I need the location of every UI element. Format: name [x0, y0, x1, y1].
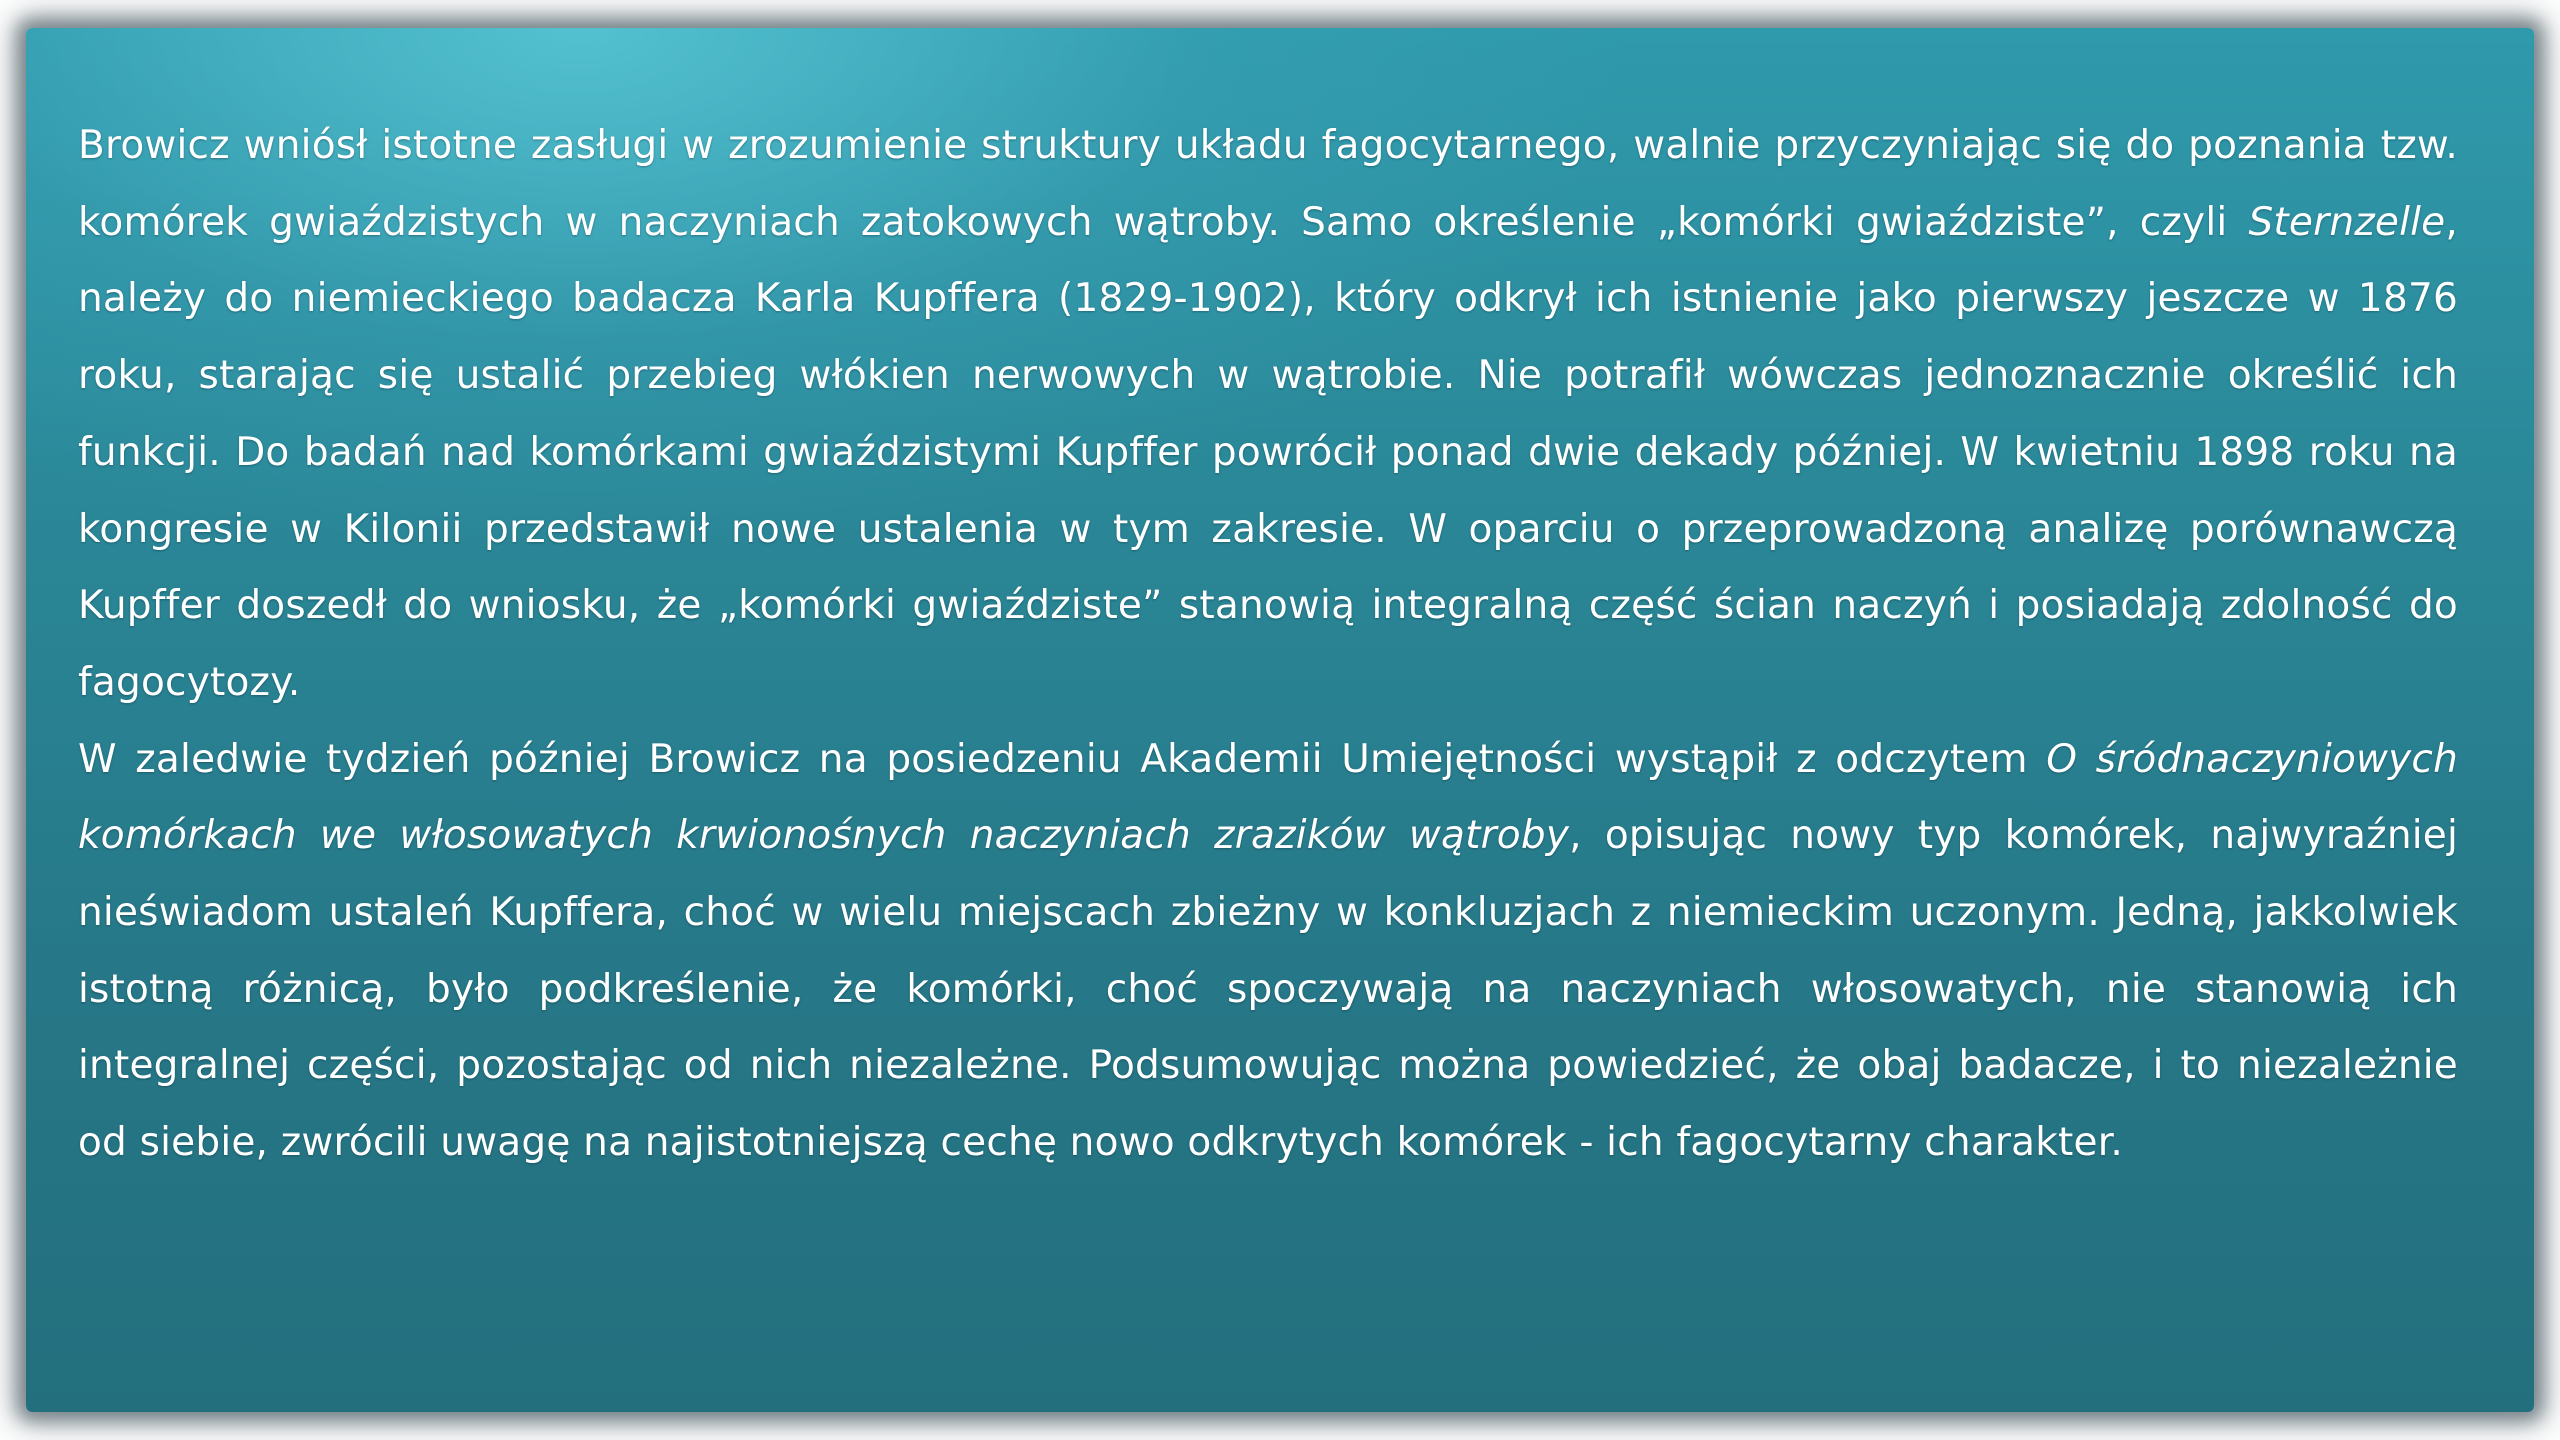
paragraph-2 [78, 722, 2458, 1182]
paragraph-1-text-start: Browicz wniósł istotne zasługi w zrozumienie struktury układu fagocytarnego, walnie przyczyniając się do poznania tzw. komórek gwiaździstych w naczyniach zatokowych wątroby. Samo określenie „komórki gwiaździste”, czyli [78, 123, 2458, 245]
slide-card [26, 28, 2534, 1412]
paragraph-2-italic-title: O śródnaczyniowych komórkach we włosowatych krwionośnych naczyniach zrazików wątroby [78, 736, 2458, 859]
paragraph-2-text-start: W zaledwie tydzień później Browicz na posiedzeniu Akademii Umiejętności wystąpił z odczytem [78, 736, 2047, 782]
paragraph-2-text-end: , opisując nowy typ komórek, najwyraźniej nieświadom ustaleń Kupffera, choć w wielu miejscach zbieżny w konkluzjach z niemieckim uczonym. Jedną, jakkolwiek istotną różnicą, było podkreślenie, że komórki, choć spoczywają na naczyniach włosowatych, nie stanowią ich integralnej części, pozostając od nich niezależne. Podsumowując można powiedzieć, że obaj badacze, i to niezależnie od siebie, zwrócili uwagę na najistotniejszą cechę nowo odkrytych komórek - ich fagocytarny charakter. [78, 813, 2459, 1166]
text-body [78, 108, 2458, 1182]
paragraph-1-italic-term: Sternzelle [2248, 199, 2446, 245]
paragraph-1-text-end: , należy do niemieckiego badacza Karla Kupffera (1829-1902), który odkrył ich istnienie jako pierwszy jeszcze w 1876 roku, starając się ustalić przebieg włókien nerwowych w wątrobie. Nie potrafił wówczas jednoznacznie określić ich funkcji. Do badań nad komórkami gwiaździstymi Kupffer powrócił ponad dwie dekady później. W kwietniu 1898 roku na kongresie w Kilonii przedstawił nowe ustalenia w tym zakresie. W oparciu o przeprowadzoną analizę porównawczą Kupffer doszedł do wniosku, że „komórki gwiaździste” stanowią integralną część ścian naczyń i posiadają zdolność do fagocytozy. [78, 199, 2458, 705]
paragraph-1 [78, 108, 2458, 722]
